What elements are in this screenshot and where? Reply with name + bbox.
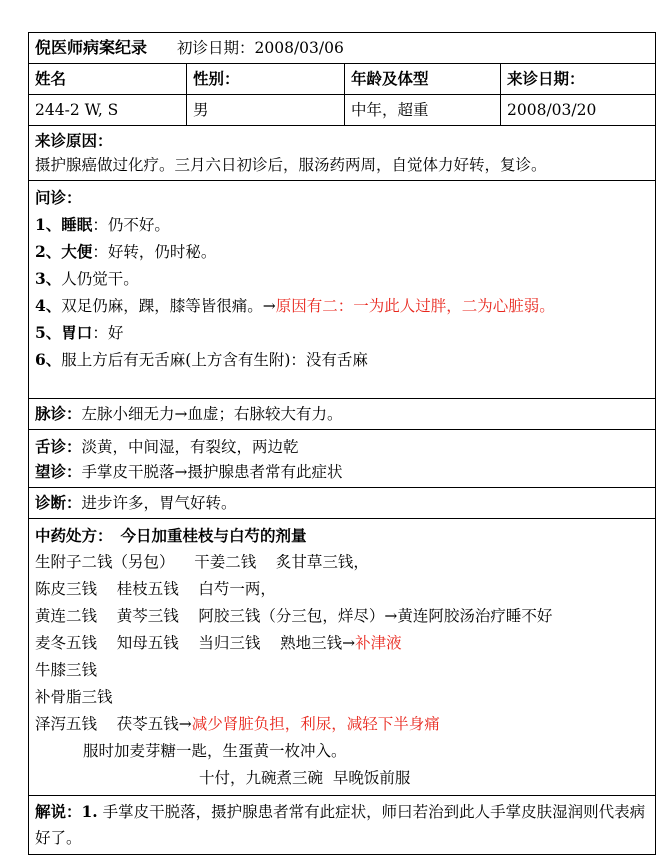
- tongue-line: [35, 433, 649, 460]
- tongue-label: 舌诊：: [35, 437, 82, 456]
- inquiry-item: 3、人仍觉干。: [35, 269, 139, 288]
- herb-line: 麦冬五钱 知母五钱 当归三钱 熟地三钱→补津液: [35, 634, 402, 652]
- title-row: [29, 33, 656, 64]
- explanation-text: 手掌皮干脱落，摄护腺患者常有此症状，师曰若治到此人手掌皮肤湿润则代表病好了。: [35, 803, 646, 847]
- inquiry-item: 6、服上方后有无舌麻(上方含有生附)：没有舌麻: [35, 350, 368, 369]
- inquiry-item: 5、胃口：好: [35, 323, 124, 342]
- explanation-label: 解说：: [35, 802, 82, 821]
- inquiry-item: 2、大便：好转，仍时秘。: [35, 242, 217, 261]
- label-visit-date: 来诊日期：: [501, 64, 656, 95]
- explanation-num: 1.: [81, 802, 98, 821]
- observe-text: 手掌皮干脱落→摄护腺患者常有此症状: [81, 463, 343, 481]
- prescription-dosage: 十付，九碗煮三碗 早晚饭前服: [199, 769, 411, 787]
- herb-line: 陈皮三钱 桂枝五钱 白芍一两，: [35, 580, 276, 598]
- herb-line: 补骨脂三钱: [35, 688, 113, 706]
- label-age-build: 年龄及体型: [345, 64, 501, 95]
- observe-label: 望诊：: [35, 462, 82, 481]
- diagnosis-text: 进步许多，胃气好转。: [81, 494, 237, 512]
- prescription-instruction: 服时加麦芽糖一匙，生蛋黄一枚冲入。: [83, 742, 347, 760]
- value-name: 244-2 W, S: [29, 95, 187, 126]
- herb-line: 黄连二钱 黄芩三钱 阿胶三钱（分三包，烊尽）→黄连阿胶汤治疗睡不好: [35, 607, 553, 625]
- record-title: 倪医师病案纪录: [35, 38, 148, 57]
- reason-row: [29, 126, 656, 181]
- prescription-label: 中药处方：: [35, 526, 113, 545]
- value-age-build: 中年，超重: [345, 95, 501, 126]
- observe-line: [35, 460, 649, 484]
- tongue-text: 淡黄，中间湿，有裂纹，两边乾: [81, 438, 299, 456]
- herb-line: 生附子二钱（另包） 干姜二钱 炙甘草三钱，: [35, 553, 369, 571]
- explanation-row: [29, 796, 656, 855]
- herb-line: 牛膝三钱: [35, 661, 98, 679]
- prescription-note: 今日加重桂枝与白芍的剂量: [120, 526, 307, 545]
- diagnosis-label: 诊断：: [35, 493, 82, 512]
- prescription-row: [29, 519, 656, 796]
- inquiry-red-note: 原因有二：一为此人过胖，二为心脏弱。: [275, 297, 555, 315]
- prescription-heading: [35, 522, 649, 549]
- diagnosis-row: [29, 488, 656, 519]
- pulse-row: [29, 399, 656, 430]
- pulse-label: 脉诊：: [35, 404, 82, 423]
- reason-text: 摄护腺癌做过化疗。三月六日初诊后，服汤药两周，自觉体力好转，复诊。: [35, 156, 547, 174]
- reason-label: 来诊原因：: [35, 131, 113, 150]
- info-header-row: [29, 64, 656, 95]
- inquiry-row: [29, 181, 656, 399]
- inquiry-spacer: [35, 373, 649, 395]
- medical-record: [28, 32, 655, 855]
- label-name: 姓名: [29, 64, 187, 95]
- value-gender: 男: [187, 95, 345, 126]
- herb-line: 泽泻五钱 茯苓五钱→减少肾脏负担，利尿，减轻下半身痛: [35, 715, 440, 733]
- inquiry-label: 问诊：: [35, 188, 82, 207]
- inquiry-item: 1、睡眠：仍不好。: [35, 215, 170, 234]
- pulse-text: 左脉小细无力→血虚；右脉较大有力。: [81, 405, 343, 423]
- tongue-observe-row: [29, 430, 656, 488]
- record-table: [28, 32, 656, 855]
- label-gender: 性别：: [187, 64, 345, 95]
- inquiry-item: 4、双足仍麻，踝，膝等皆很痛。→原因有二：一为此人过胖，二为心脏弱。: [35, 296, 555, 315]
- value-visit-date: 2008/03/20: [501, 95, 656, 126]
- first-visit-date: 初诊日期：2008/03/06: [177, 39, 344, 57]
- info-value-row: [29, 95, 656, 126]
